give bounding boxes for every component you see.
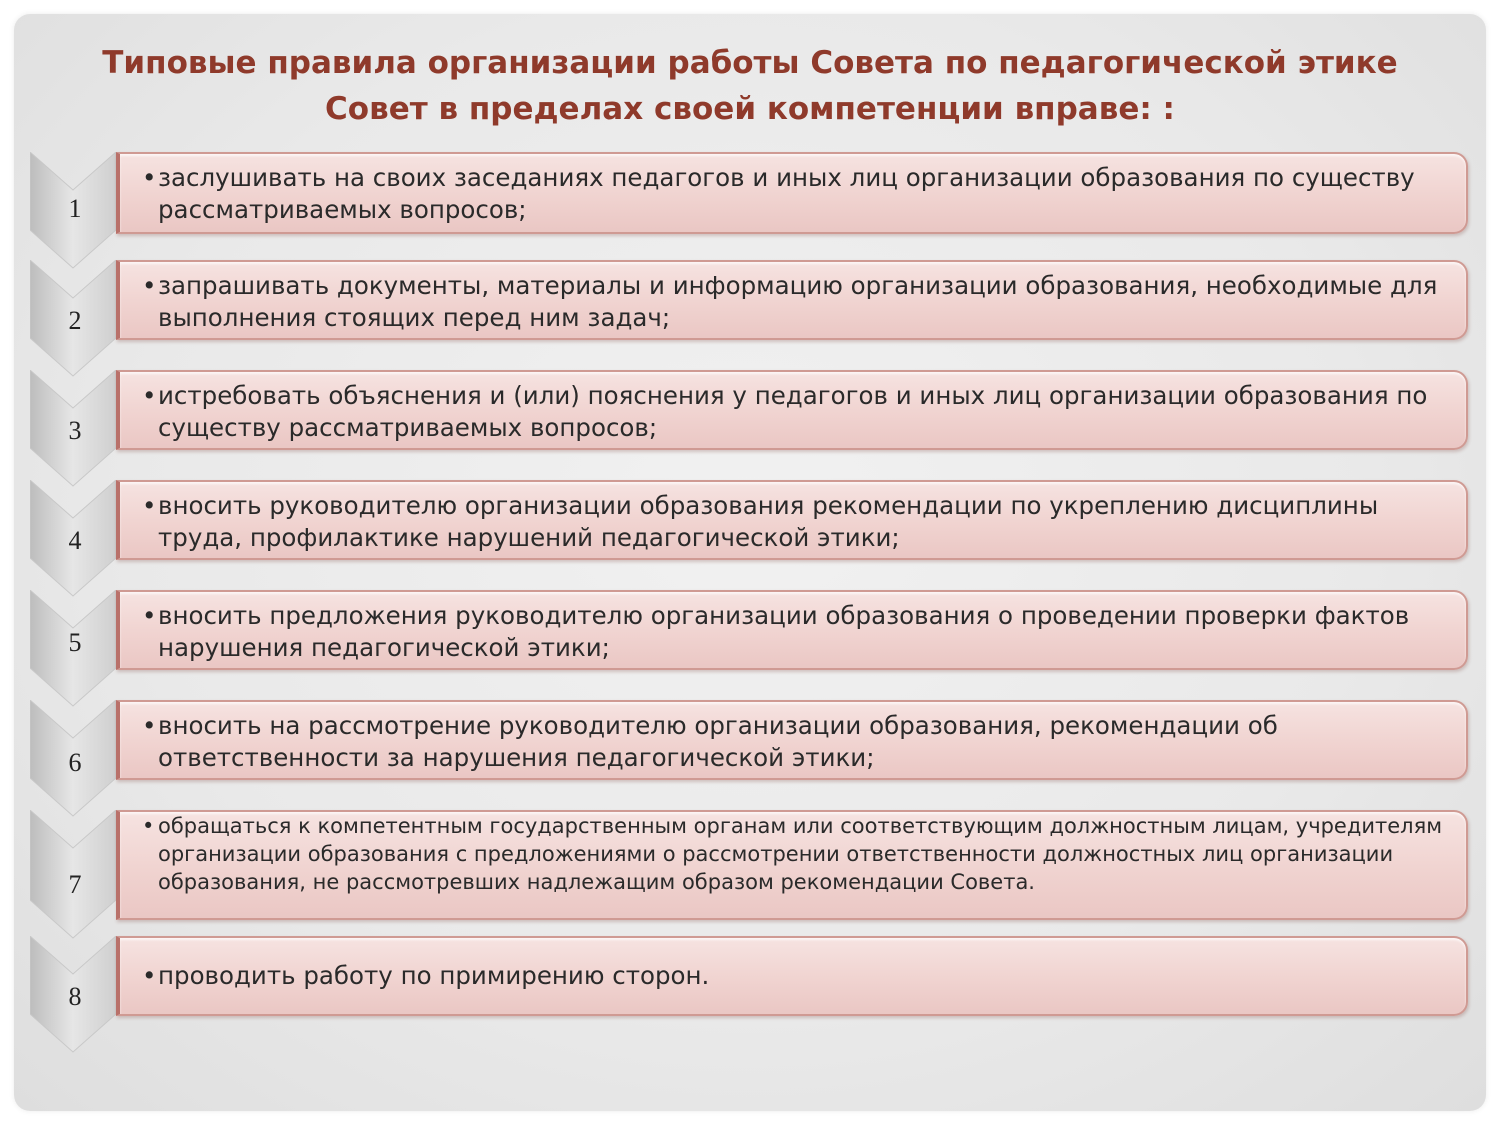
slide-subtitle: Совет в пределах своей компетенции вправе: : <box>325 91 1175 127</box>
bullet-icon: • <box>142 381 157 410</box>
step-text: вносить предложения руководителю организации образования о проведении проверки фактов нарушения педагогической этики; <box>158 601 1410 662</box>
bullet-icon: • <box>142 711 157 740</box>
step-box <box>116 480 1468 560</box>
step-number: 2 <box>68 306 82 335</box>
step-number: 3 <box>68 416 82 445</box>
step-box <box>116 810 1468 920</box>
step-text: проводить работу по примирению сторон. <box>158 961 710 990</box>
step-box <box>116 260 1468 340</box>
step-box <box>116 590 1468 670</box>
step-text: вносить руководителю организации образования рекомендации по укреплению дисциплины труда, профилактике нарушений педагогической этики; <box>158 491 1379 552</box>
bullet-icon: • <box>142 163 157 192</box>
step-box <box>116 936 1468 1016</box>
step-number: 1 <box>68 194 82 223</box>
step-text: запрашивать документы, материалы и информацию организации образования, необходимые для выполнения стоящих перед ним задач; <box>158 271 1438 332</box>
step-number: 4 <box>68 526 82 555</box>
step-text: истребовать объяснения и (или) пояснения у педагогов и иных лиц организации образования по существу рассматриваемых вопросов; <box>158 381 1428 442</box>
step-box <box>116 370 1468 450</box>
step-number: 5 <box>68 628 82 657</box>
step-text: заслушивать на своих заседаниях педагогов и иных лиц организации образования по существу рассматриваемых вопросов; <box>158 163 1415 224</box>
bullet-icon: • <box>142 601 157 630</box>
step-number: 8 <box>68 982 82 1011</box>
bullet-icon: • <box>142 271 157 300</box>
step-text: обращаться к компетентным государственным органам или соответствующим должностным лицам, учредителям организации образования с предложениями о рассмотрении ответственности должностных лиц организации образования, не рассмотревших надлежащим образом рекомендации Совета. <box>158 814 1443 894</box>
step-number: 6 <box>68 748 82 777</box>
bullet-icon: • <box>142 491 157 520</box>
step-box <box>116 152 1468 234</box>
step-box <box>116 700 1468 780</box>
step-text: вносить на рассмотрение руководителю организации образования, рекомендации об ответственности за нарушения педагогической этики; <box>158 711 1278 772</box>
slide-title: Типовые правила организации работы Совета по педагогической этике <box>102 45 1398 81</box>
bullet-icon: • <box>142 961 157 990</box>
step-number: 7 <box>68 870 82 899</box>
bullet-icon: • <box>142 814 155 838</box>
